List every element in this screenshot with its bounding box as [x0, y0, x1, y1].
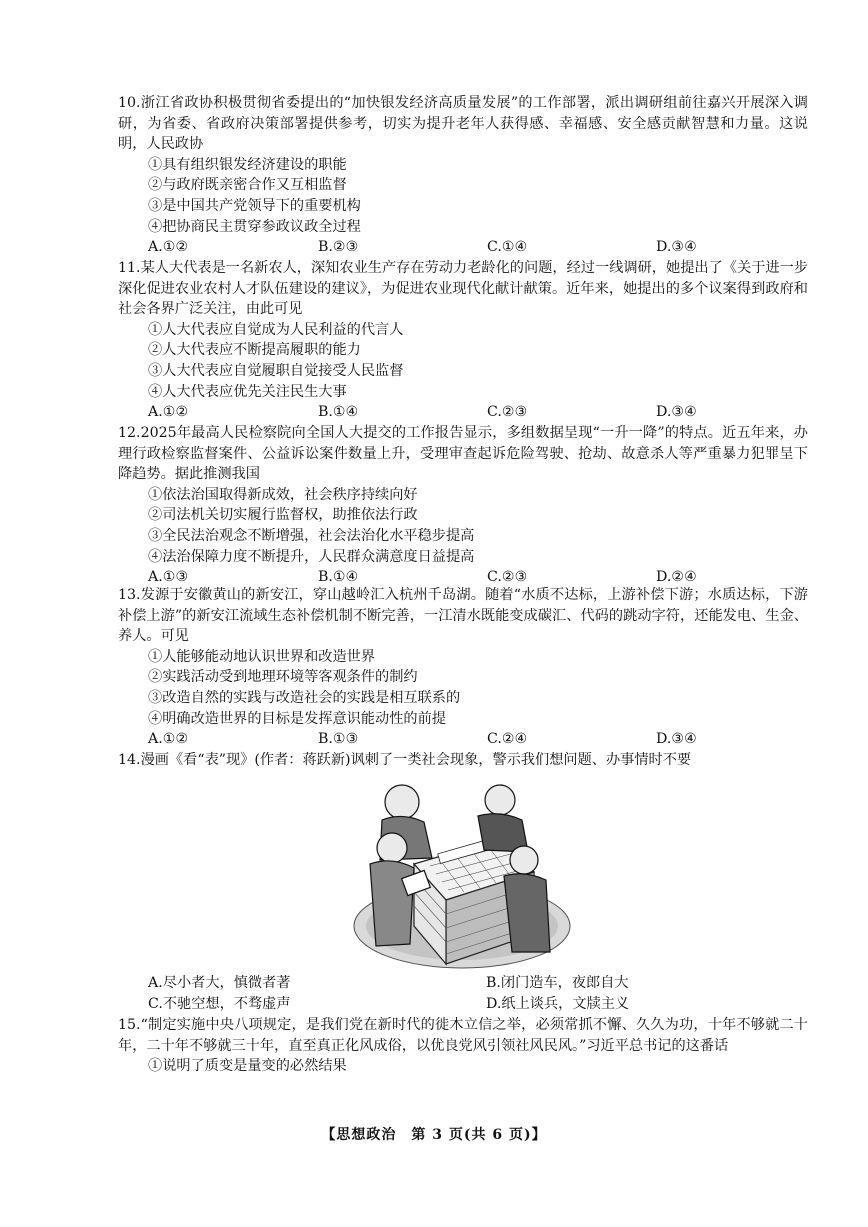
choice-d: D.纸上谈兵，文牍主义 [486, 995, 630, 1012]
statement-4: ④明确改造世界的目标是发挥意识能动性的前提 [148, 710, 446, 727]
answer-choices [118, 729, 808, 750]
question-12 [118, 423, 808, 588]
question-11 [118, 258, 808, 423]
question-stem: 11.某人大代表是一名新农人，深知农业生产存在劳动力老龄化的问题，经过一线调研，她提出了《关于进一步深化促进农业农村人才队伍建设的建议》，为促进农业现代化献计献策。近年来，她提出的多个议案得到政府和社会各界广泛关注，由此可见 [118, 260, 808, 318]
statement-1: ①依法治国取得新成效，社会秩序持续向好 [148, 486, 418, 503]
choice-b: B.闭门造车，夜郎自大 [486, 975, 629, 991]
statement-2: ②司法机关切实履行监督权，助推依法行政 [148, 507, 418, 524]
choice-c: C.①④ [487, 239, 528, 256]
statement-3: ③全民法治观念不断增强，社会法治化水平稳步提高 [148, 527, 475, 544]
statement-1: ①具有组织银发经济建设的职能 [148, 156, 347, 173]
question-13 [118, 585, 808, 750]
statement-2: ②人大代表应不断提高履职的能力 [148, 342, 361, 359]
statement-4: ④法治保障力度不断提升，人民群众满意度日益提高 [148, 548, 475, 565]
choice-b: B.②③ [318, 239, 359, 256]
statement-2: ②实践活动受到地理环境等客观条件的制约 [148, 669, 418, 686]
choice-b: B.①④ [318, 404, 359, 421]
question-stem: 13.发源于安徽黄山的新安江，穿山越岭汇入杭州千岛湖。随着“水质不达标，上游补偿下游；水质达标，下游补偿上游”的新安江流域生态补偿机制不断完善，一江清水既能变成碳汇、代码的跳动字符，还能发电、生金、养人。可见 [118, 587, 808, 645]
choice-a: A.①② [148, 731, 189, 748]
question-14 [118, 750, 808, 771]
answer-choices [118, 973, 808, 994]
page-footer: 【思想政治 第 3 页(共 6 页)】 [321, 1127, 547, 1143]
choice-a: A.①② [148, 239, 189, 256]
statement-3: ③改造自然的实践与改造社会的实践是相互联系的 [148, 689, 461, 706]
choice-b: B.①④ [318, 569, 359, 586]
answer-choices [118, 402, 808, 423]
question-14-options [118, 973, 808, 1014]
statement-1: ①人能够能动地认识世界和改造世界 [148, 648, 376, 665]
choice-d: D.③④ [656, 239, 697, 256]
answer-choices [118, 994, 808, 1015]
choice-c: C.②③ [487, 569, 528, 586]
choice-c: C.②④ [487, 731, 528, 748]
choice-a: A.尽小者大，慎微者著 [148, 975, 291, 991]
question-15 [118, 1015, 808, 1077]
question-stem: 10.浙江省政协积极贯彻省委提出的“加快银发经济高质量发展”的工作部署，派出调研组前往嘉兴开展深入调研，为省委、省政府决策部署提供参考，切实为提升老年人获得感、幸福感、安全感贡献智慧和力量。这说明，人民政协 [118, 95, 808, 153]
choice-c: C.不驰空想，不骛虚声 [148, 995, 291, 1012]
cartoon-illustration [352, 776, 572, 972]
choice-b: B.①③ [318, 731, 359, 748]
statement-3: ③是中国共产党领导下的重要机构 [148, 197, 361, 214]
choice-a: A.①③ [148, 569, 189, 586]
question-stem: 12.2025年最高人民检察院向全国人大提交的工作报告显示，多组数据呈现“一升一降”的特点。近五年来，办理行政检察监督案件、公益诉讼案件数量上升，受理审查起诉危险驾驶、抢劫、故意杀人等严重暴力犯罪呈下降趋势。据此推测我国 [118, 425, 808, 483]
choice-d: D.②④ [656, 569, 697, 586]
answer-choices [118, 237, 808, 258]
statement-4: ④把协商民主贯穿参政议政全过程 [148, 218, 361, 235]
choice-d: D.③④ [656, 404, 697, 421]
question-10 [118, 93, 808, 258]
statement-1: ①人大代表应自觉成为人民利益的代言人 [148, 321, 404, 338]
choice-c: C.②③ [487, 404, 528, 421]
question-stem: 14.漫画《看“表”现》(作者：蒋跃新)讽刺了一类社会现象，警示我们想问题、办事情时不要 [118, 752, 692, 768]
statement-2: ②与政府既亲密合作又互相监督 [148, 177, 347, 194]
question-stem: 15.“制定实施中央八项规定，是我们党在新时代的徙木立信之举，必须常抓不懈、久久为功，十年不够就二十年，二十年不够就三十年，直至真正化风成俗，以优良党风引领社风民风。”习近平总书记的这番话 [118, 1017, 808, 1054]
choice-d: D.③④ [656, 731, 697, 748]
statement-3: ③人大代表应自觉履职自觉接受人民监督 [148, 362, 404, 379]
statement-1: ①说明了质变是量变的必然结果 [148, 1058, 347, 1075]
choice-a: A.①② [148, 404, 189, 421]
statement-4: ④人大代表应优先关注民生大事 [148, 383, 347, 400]
